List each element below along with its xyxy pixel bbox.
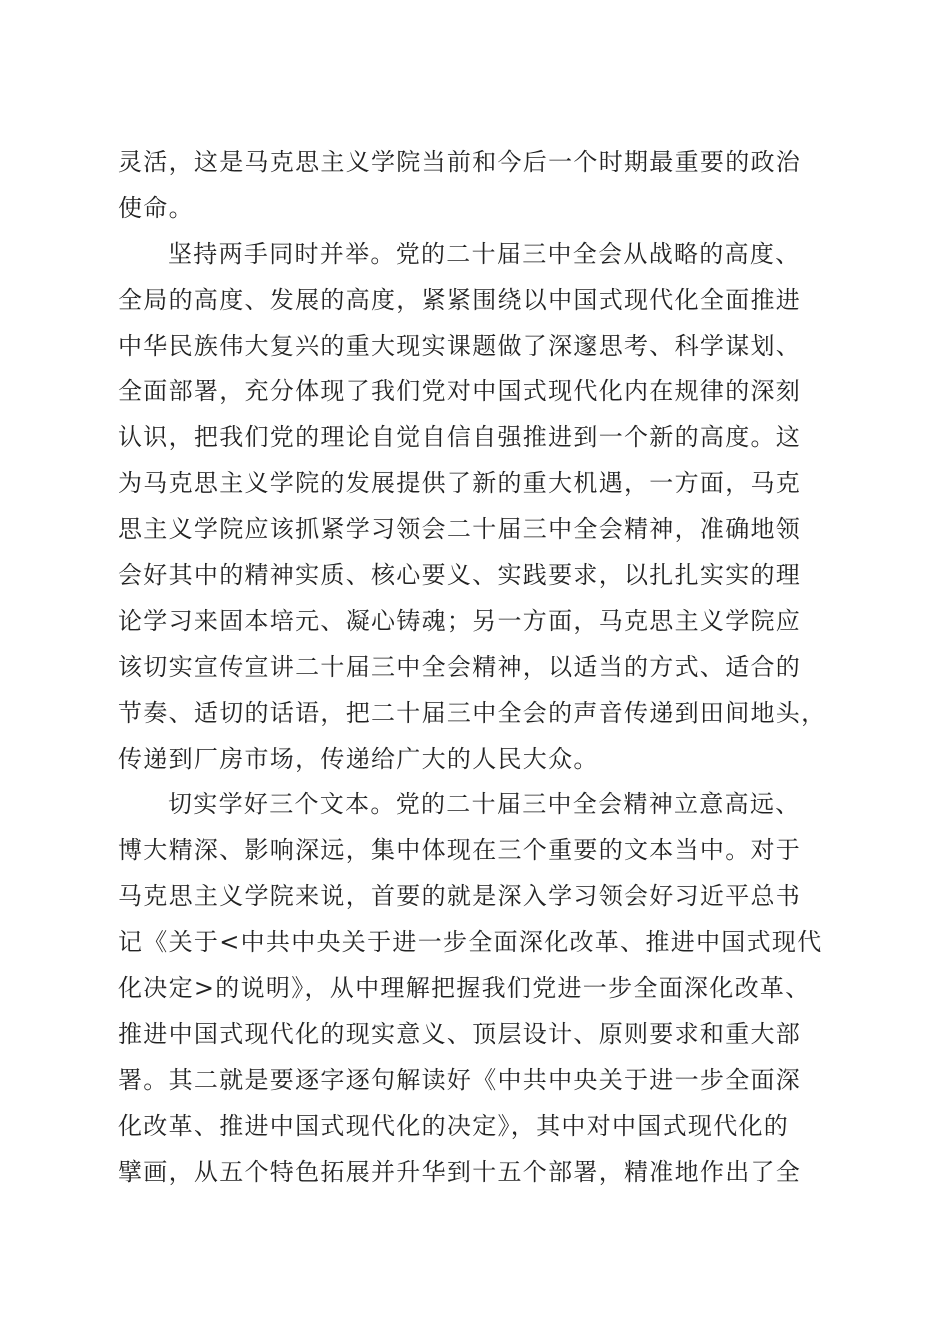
- text-line: 为马克思主义学院的发展提供了新的重大机遇，一方面，马克: [118, 469, 802, 498]
- paragraph-first-line: 切实学好三个文本。党的二十届三中全会精神立意高远、: [168, 790, 801, 819]
- paragraph-first-line: 坚持两手同时并举。党的二十届三中全会从战略的高度、: [168, 239, 801, 268]
- text-line: 思主义学院应该抓紧学习领会二十届三中全会精神，准确地领: [118, 515, 802, 544]
- text-line: 使命。: [118, 193, 194, 222]
- text-line: 该切实宣传宣讲二十届三中全会精神，以适当的方式、适合的: [118, 652, 802, 681]
- text-line: 灵活，这是马克思主义学院当前和今后一个时期最重要的政治: [118, 148, 802, 176]
- text-line: 擘画，从五个特色拓展并升华到十五个部署，精准地作出了全: [118, 1157, 802, 1186]
- text-line: 马克思主义学院来说，首要的就是深入学习领会好习近平总书: [118, 882, 802, 911]
- text-line: 论学习来固本培元、凝心铸魂；另一方面，马克思主义学院应: [118, 606, 802, 635]
- text-line: 传递到厂房市场，传递给广大的人民大众。: [118, 744, 599, 773]
- body-text: [118, 140, 838, 1195]
- text-line: 博大精深、影响深远，集中体现在三个重要的文本当中。对于: [118, 836, 802, 865]
- text-line: 记《关于<中共中央关于进一步全面深化改革、推进中国式现代: [118, 928, 823, 957]
- text-line: 全局的高度、发展的高度，紧紧围绕以中国式现代化全面推进: [118, 285, 802, 314]
- text-line: 节奏、适切的话语，把二十届三中全会的声音传递到田间地头，: [118, 698, 827, 727]
- text-line: 化决定>的说明》，从中理解把握我们党进一步全面深化改革、: [118, 974, 811, 1003]
- text-line: 推进中国式现代化的现实意义、顶层设计、原则要求和重大部: [118, 1019, 802, 1048]
- text-line: 全面部署，充分体现了我们党对中国式现代化内在规律的深刻: [118, 377, 802, 406]
- text-line: 中华民族伟大复兴的重大现实课题做了深邃思考、科学谋划、: [118, 331, 802, 360]
- text-line: 署。其二就是要逐字逐句解读好《中共中央关于进一步全面深: [118, 1065, 802, 1094]
- text-line: 会好其中的精神实质、核心要义、实践要求，以扎扎实实的理: [118, 561, 802, 590]
- text-line: 认识，把我们党的理论自觉自信自强推进到一个新的高度。这: [118, 423, 802, 452]
- text-line: 化改革、推进中国式现代化的决定》，其中对中国式现代化的: [118, 1111, 790, 1140]
